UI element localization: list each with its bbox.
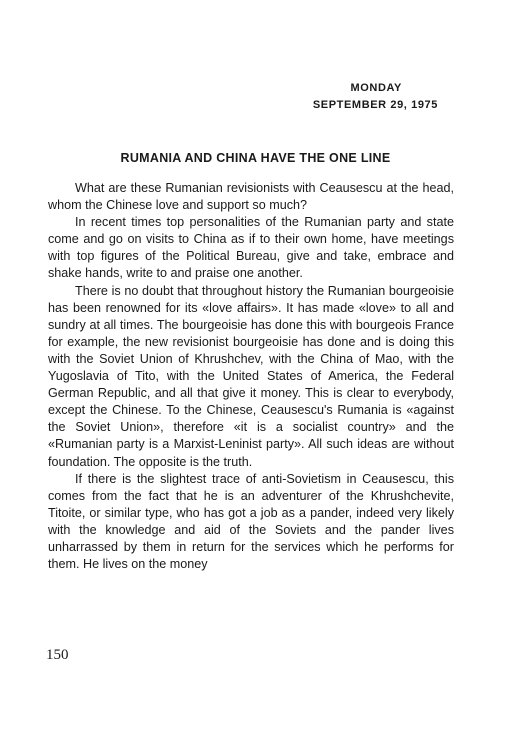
entry-day: MONDAY xyxy=(350,82,402,94)
paragraph: What are these Rumanian revisionists with Ceausescu at the head, whom the Chinese love and support so much? xyxy=(48,181,454,213)
paragraph: If there is the slightest trace of anti-Sovietism in Ceausescu, this comes from the fact that he is an adventurer of the Khrushchevite, Titoite, or similar type, who has got a job as a pander, indeed very likely with the knowledge and aid of the Soviets and the pander lives unharrassed by them in return for the services which he performs for them. He lives on the money xyxy=(48,471,454,572)
dateline xyxy=(313,80,438,114)
article-title: RUMANIA AND CHINA HAVE THE ONE LINE xyxy=(120,151,391,165)
entry-date: SEPTEMBER 29, 1975 xyxy=(312,99,438,111)
paragraph: In recent times top personalities of the Rumanian party and state come and go on visits to China as if to their own home, have meetings with top figures of the Political Bureau, give and take, embrace and shake hands, write to and praise one another. xyxy=(48,215,454,281)
paragraph: There is no doubt that throughout history the Rumanian bourgeoisie has been renowned for its «love affairs». It has made «love» to all and sundry at all times. The bourgeoisie has done this with bourgeois France for example, the new revisionist bourgeoisie has done and is doing this with the Soviet Union of Khrushchev, with the China of Mao, with the Yugoslavia of Tito, with the United States of America, the Federal German Republic, and all that give it money. This is clear to everybody, except the Chinese. To the Chinese, Ceausescu's Rumania is «against the Soviet Union», therefore «it is a socialist country» and the «Rumanian party is a Marxist-Leninist party». All such ideas are without foundation. The opposite is the truth. xyxy=(48,283,454,469)
article-body xyxy=(48,180,454,573)
page-number: 150 xyxy=(46,647,69,663)
